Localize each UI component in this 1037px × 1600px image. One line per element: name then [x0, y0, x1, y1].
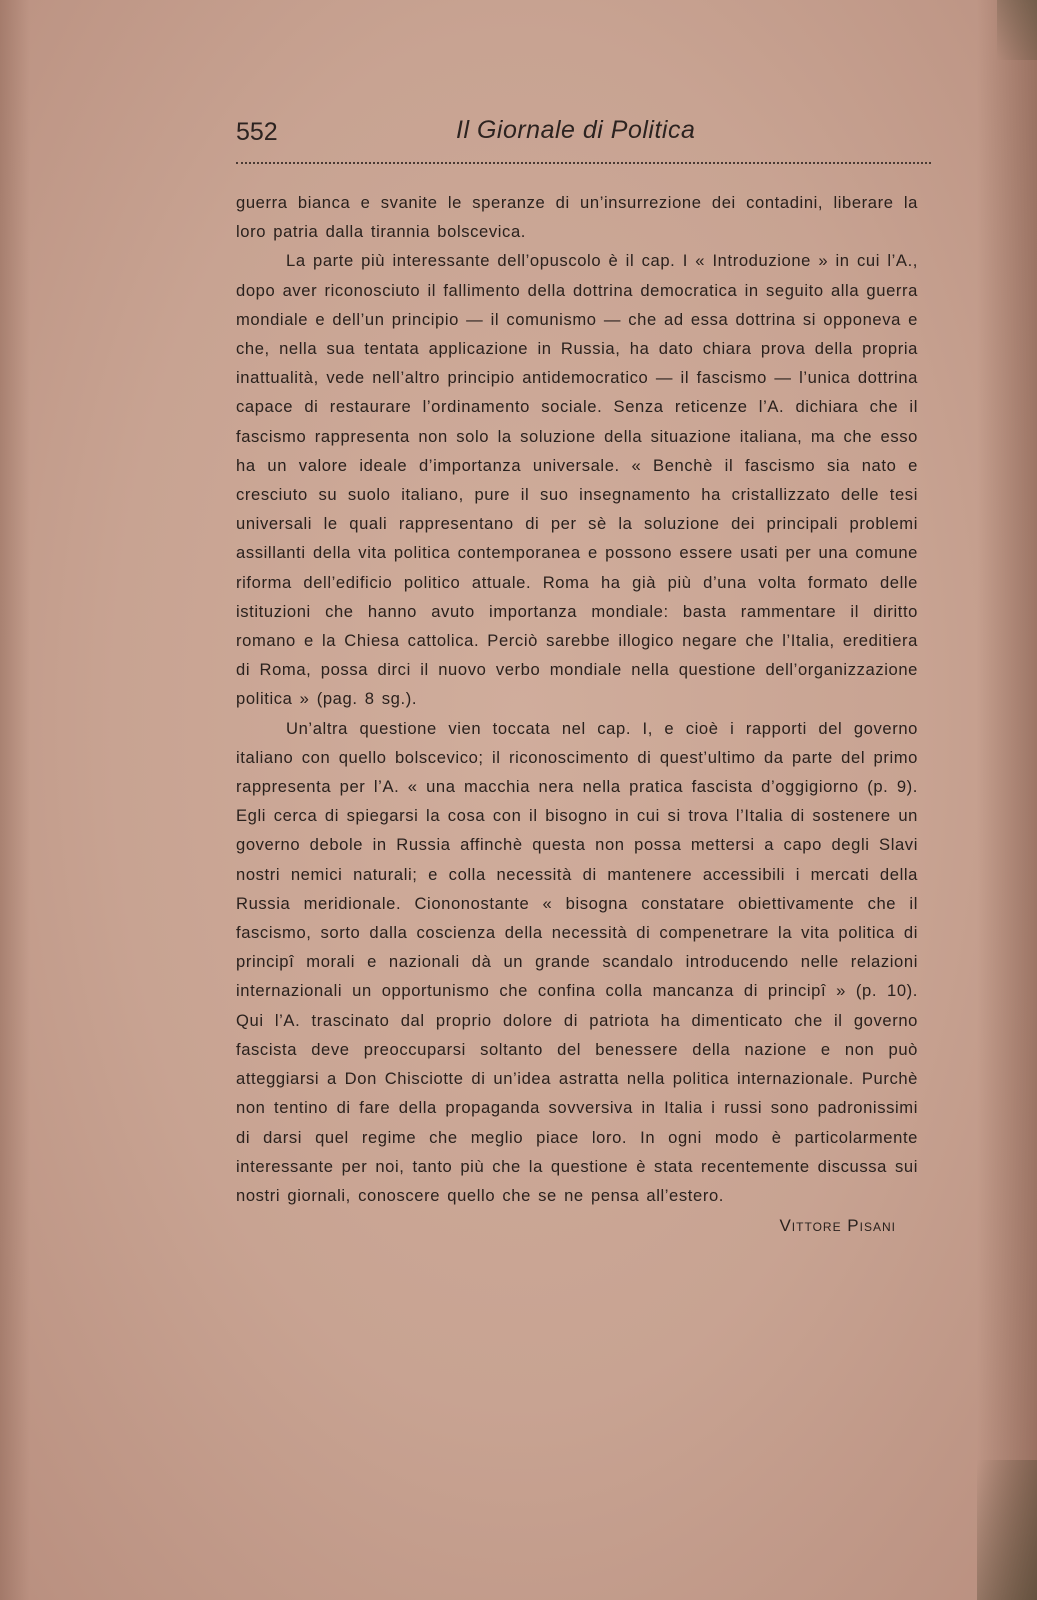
article-body — [236, 188, 918, 1210]
author-signature: Vittore Pisani — [779, 1216, 896, 1236]
paragraph-2: La parte più interessante dell’opuscolo è il cap. I « Introduzione » in cui l’A., dopo aver riconosciuto il fallimento della dottrina democratica in seguito alla guerra mondiale e dell’un principio — il comunismo — che ad essa dottrina si opponeva e che, nella sua tentata applicazione in Russia, ha dato chiara prova della propria inattualità, vede nell’altro principio antidemocratico — il fascismo — l’unica dottrina capace di restaurare l’ordinamento sociale. Senza reticenze l’A. dichiara che il fascismo rappresenta non solo la soluzione della situazione italiana, ma che esso ha un valore ideale d’importanza universale. « Benchè il fascismo sia nato e cresciuto su suolo italiano, pure il suo insegnamento ha cristallizzato delle tesi universali le quali rappresentano di per sè la soluzione dei principali problemi assillanti della vita politica contemporanea e possono essere usati per una comune riforma dell’edificio politico attuale. Roma ha già più d’una volta formato delle istituzioni che hanno avuto importanza mondiale: basta rammentare il diritto romano e la Chiesa cattolica. Perciò sarebbe illogico negare che l’Italia, ereditiera di Roma, possa dirci il nuovo verbo mondiale nella questione dell’organizzazione politica » (pag. 8 sg.). — [236, 251, 919, 709]
paragraph-3: Un’altra questione vien toccata nel cap. I, e cioè i rapporti del governo italiano con quello bolscevico; il riconoscimento di quest’ultimo da parte del primo rappresenta per l’A. « una macchia nera nella pratica fascista d’oggigiorno (p. 9). Egli cerca di spiegarsi la cosa con il bisogno in cui si trova l’Italia di sostenere un governo debole in Russia affinchè questa non possa mettersi a capo degli Slavi nostri nemici naturali; e colla necessità di mantenere accessibili i mercati della Russia meridionale. Ciononostante « bisogna constatare obiettivamente che il fascismo, sorto dalla coscienza della necessità di compenetrare la vita politica di principî morali e nazionali dà un grande scandalo introducendo nelle relazioni internazionali un opportunismo che confina colla mancanza di principî » (p. 10). Qui l’A. trascinato dal proprio dolore di patriota ha dimenticato che il governo fascista deve preoccuparsi soltanto del benessere della nazione e non può atteggiarsi a Don Chisciotte di un’idea astratta nella politica internazionale. Purchè non tentino di fare della propaganda sovversiva in Italia i russi sono padronissimi di darsi quel regime che meglio piace loro. In ogni modo è particolarmente interessante per noi, tanto più che la questione è stata recentemente discussa sui nostri giornali, conoscere quello che se ne pensa all’estero. — [236, 718, 918, 1205]
header-rule — [236, 162, 931, 164]
page-shadow-left — [0, 0, 30, 1600]
running-title: Il Giornale di Politica — [456, 116, 696, 144]
page-header — [236, 110, 936, 158]
page-shadow-right — [977, 0, 1037, 1600]
page — [236, 110, 936, 1236]
page-corner-bottom-right — [977, 1460, 1037, 1600]
paragraph-1: guerra bianca e svanite le speranze di un’insurrezione dei contadini, liberare la loro patria dalla tirannia bolscevica. — [236, 193, 918, 242]
page-number: 552 — [236, 118, 278, 146]
page-corner-top-right — [997, 0, 1037, 60]
